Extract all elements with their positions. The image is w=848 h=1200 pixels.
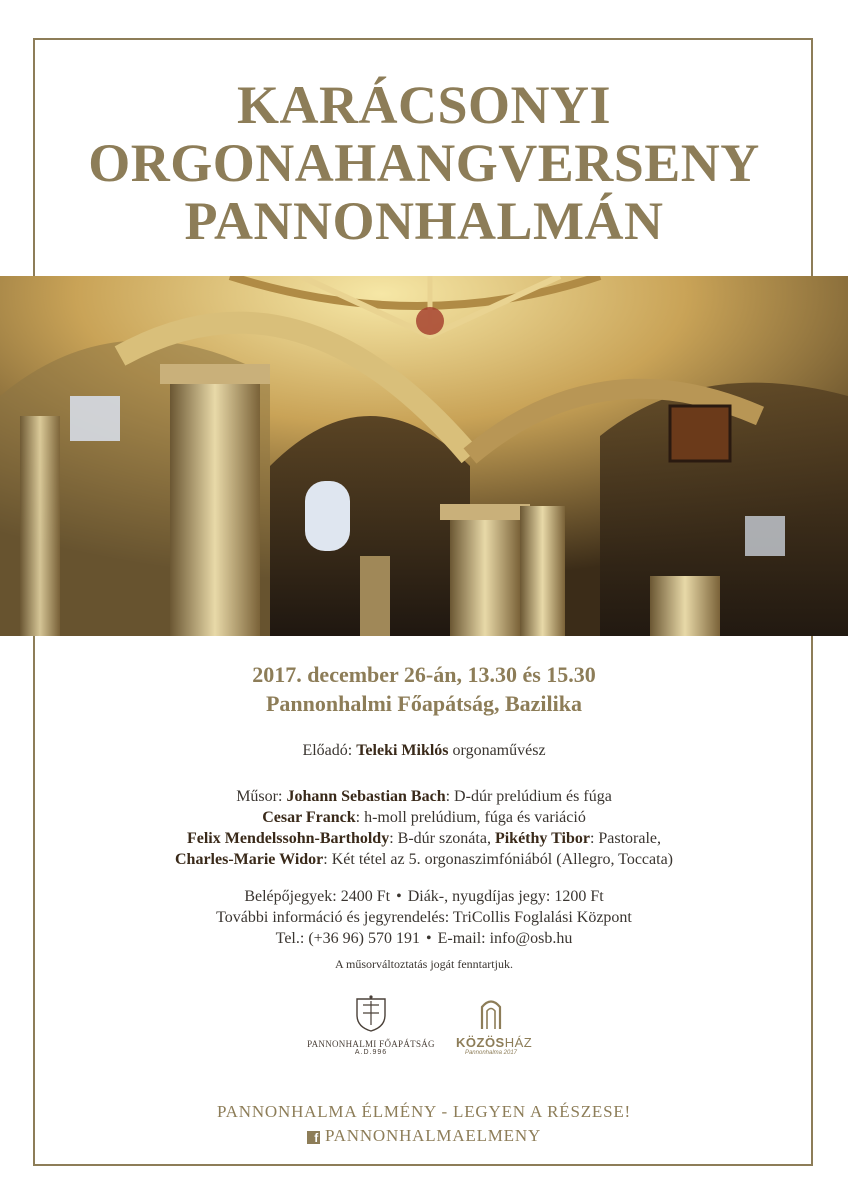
- facebook-link[interactable]: [0, 1124, 848, 1148]
- abbey-logo: [296, 995, 446, 1067]
- poster-title: [0, 76, 848, 250]
- piece-mendelssohn: : B-dúr szonáta,: [389, 830, 491, 847]
- event-venue: Pannonhalmi Főapátság, Bazilika: [265, 691, 582, 716]
- composer-franck: Cesar Franck: [262, 809, 356, 826]
- abbey-crest-icon: [353, 995, 389, 1033]
- piece-widor: : Két tétel az 5. orgonaszimfóniából (Allegro, Toccata): [323, 851, 673, 868]
- program-line-2: [0, 807, 848, 828]
- composer-pikethy: Pikéthy Tibor: [494, 830, 590, 847]
- program-change-notice: A műsorváltoztatás jogát fenntartjuk.: [335, 957, 513, 971]
- kozoshaz-name: KÖZÖSHÁZ: [456, 1035, 533, 1050]
- performer-line: [0, 740, 848, 761]
- facebook-handle: PANNONHALMAELMENY: [324, 1126, 542, 1145]
- kozoshaz-house-icon: [479, 995, 503, 1031]
- abbey-year: A.D.996: [354, 1049, 388, 1056]
- program-line-1: [0, 786, 848, 807]
- program-line-3: [0, 828, 848, 849]
- basilica-photo: [0, 276, 848, 636]
- footer-slogan: PANNONHALMA ÉLMÉNY - LEGYEN A RÉSZESE!: [216, 1102, 631, 1121]
- event-datetime: 2017. december 26-án, 13.30 és 15.30: [252, 662, 596, 687]
- phone: Tel.: (+36 96) 570 191: [275, 930, 420, 947]
- kozoshaz-logo: [456, 995, 533, 1067]
- program-label: Műsor:: [236, 788, 283, 805]
- booking-info: További információ és jegyrendelés: TriCollis Foglalási Központ: [216, 909, 632, 926]
- email-link[interactable]: E-mail: info@osb.hu: [437, 930, 573, 947]
- contact-line: [0, 928, 848, 949]
- adult-ticket: Belépőjegyek: 2400 Ft: [244, 888, 391, 905]
- piece-bach: : D-dúr prelúdium és fúga: [445, 788, 612, 805]
- composer-mendelssohn: Felix Mendelssohn-Bartholdy: [186, 830, 390, 847]
- performer-name: Teleki Miklós: [356, 742, 449, 759]
- title-line-2: ORGONAHANGVERSENY: [88, 133, 760, 193]
- abbey-name: PANNONHALMI FŐAPÁTSÁG: [307, 1039, 435, 1049]
- ticket-info: [0, 886, 848, 949]
- ticket-prices: [0, 886, 848, 907]
- separator: •: [426, 930, 432, 947]
- performer-role: orgonaművész: [452, 742, 546, 759]
- kozoshaz-sub: Pannonhalma 2017: [464, 1050, 518, 1056]
- separator: •: [396, 888, 402, 905]
- piece-pikethy: : Pastorale,: [589, 830, 662, 847]
- student-ticket: Diák-, nyugdíjas jegy: 1200 Ft: [407, 888, 604, 905]
- performer-label: Előadó:: [302, 742, 353, 759]
- program-block: [0, 786, 848, 870]
- event-details: [0, 660, 848, 718]
- title-line-3: PANNONHALMÁN: [184, 191, 664, 251]
- composer-bach: Johann Sebastian Bach: [286, 788, 446, 805]
- footer: [0, 1100, 848, 1148]
- program-line-4: [0, 849, 848, 870]
- facebook-icon: f: [307, 1131, 320, 1144]
- composer-widor: Charles-Marie Widor: [175, 851, 324, 868]
- title-line-1: KARÁCSONYI: [236, 75, 612, 135]
- piece-franck: : h-moll prelúdium, fúga és variáció: [355, 809, 586, 826]
